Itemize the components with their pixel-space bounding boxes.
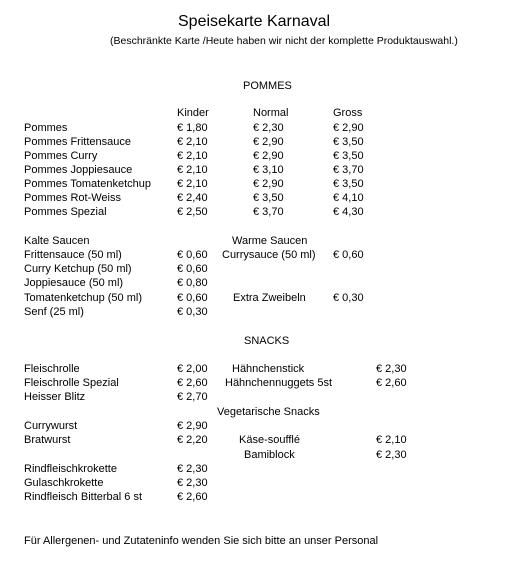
item-price: € 2,60 [177, 491, 208, 503]
price-normal: € 2,90 [253, 136, 284, 148]
price-gross: € 3,50 [333, 136, 364, 148]
menu-title: Speisekarte Karnaval [178, 13, 331, 30]
item-price: € 2,20 [177, 434, 208, 446]
price-gross: € 4,10 [333, 192, 364, 204]
snacks-heading: SNACKS [244, 335, 290, 347]
item-name: Pommes Joppiesauce [24, 164, 133, 176]
item-name: Käse-soufflé [239, 434, 300, 446]
kalte-saucen-heading: Kalte Saucen [24, 235, 90, 247]
price-gross: € 3,50 [333, 178, 364, 190]
item-name: Fleischrolle [24, 363, 80, 375]
item-name: Hähnchennuggets 5st [225, 377, 333, 389]
price-kinder: € 2,10 [177, 164, 208, 176]
item-name: Currysauce (50 ml) [222, 249, 316, 261]
item-price: € 2,90 [177, 420, 208, 432]
menu-subtitle: (Beschränkte Karte /Heute haben wir nicht der komplette Produktauswahl.) [110, 35, 458, 47]
price-kinder: € 2,40 [177, 192, 208, 204]
price-kinder: € 2,50 [177, 206, 208, 218]
item-name: Bamiblock [244, 449, 295, 461]
price-kinder: € 1,80 [177, 122, 208, 134]
price-normal: € 3,10 [253, 164, 284, 176]
item-name: Extra Zweibeln [233, 292, 306, 304]
item-price: € 0,30 [177, 306, 208, 318]
item-name: Senf (25 ml) [24, 306, 84, 318]
price-normal: € 3,70 [253, 206, 284, 218]
item-price: € 2,60 [177, 377, 208, 389]
column-header-normal: Normal [253, 107, 289, 119]
item-price: € 0,80 [177, 277, 208, 289]
item-name: Curry Ketchup (50 ml) [24, 263, 132, 275]
item-price: € 2,30 [177, 463, 208, 475]
price-normal: € 2,90 [253, 178, 284, 190]
price-kinder: € 2,10 [177, 136, 208, 148]
item-name: Gulaschkrokette [24, 477, 104, 489]
item-name: Rindfleisch Bitterbal 6 st [24, 491, 142, 503]
item-price: € 2,00 [177, 363, 208, 375]
item-price: € 0,60 [333, 249, 364, 261]
price-gross: € 3,50 [333, 150, 364, 162]
item-name: Pommes [24, 122, 68, 134]
item-name: Rindfleischkrokette [24, 463, 117, 475]
vegetarische-snacks-heading: Vegetarische Snacks [217, 406, 320, 418]
item-name: Heisser Blitz [24, 391, 86, 403]
item-name: Joppiesauce (50 ml) [24, 277, 124, 289]
item-price: € 2,10 [376, 434, 407, 446]
allergen-footer-note: Für Allergenen- und Zutateninfo wenden Sie sich bitte an unser Personal [24, 535, 379, 547]
price-normal: € 2,30 [253, 122, 284, 134]
price-gross: € 2,90 [333, 122, 364, 134]
column-header-kinder: Kinder [177, 107, 209, 119]
price-kinder: € 2,10 [177, 150, 208, 162]
column-header-gross: Gross [333, 107, 363, 119]
item-name: Frittensauce (50 ml) [24, 249, 122, 261]
item-price: € 2,70 [177, 391, 208, 403]
warme-saucen-heading: Warme Saucen [232, 235, 308, 247]
item-name: Bratwurst [24, 434, 71, 446]
price-gross: € 3,70 [333, 164, 364, 176]
item-name: Pommes Tomatenketchup [24, 178, 151, 190]
item-price: € 2,60 [376, 377, 407, 389]
price-gross: € 4,30 [333, 206, 364, 218]
item-name: Currywurst [24, 420, 78, 432]
item-price: € 2,30 [376, 363, 407, 375]
item-name: Hähnchenstick [232, 363, 305, 375]
item-name: Pommes Rot-Weiss [24, 192, 121, 204]
item-price: € 2,30 [376, 449, 407, 461]
item-price: € 0,60 [177, 249, 208, 261]
pommes-heading: POMMES [243, 80, 292, 92]
item-price: € 2,30 [177, 477, 208, 489]
price-normal: € 2,90 [253, 150, 284, 162]
item-price: € 0,60 [177, 292, 208, 304]
item-price: € 0,60 [177, 263, 208, 275]
item-name: Fleischrolle Spezial [24, 377, 119, 389]
price-normal: € 3,50 [253, 192, 284, 204]
item-price: € 0,30 [333, 292, 364, 304]
item-name: Pommes Spezial [24, 206, 107, 218]
price-kinder: € 2,10 [177, 178, 208, 190]
item-name: Tomatenketchup (50 ml) [24, 292, 142, 304]
item-name: Pommes Frittensauce [24, 136, 131, 148]
item-name: Pommes Curry [24, 150, 98, 162]
